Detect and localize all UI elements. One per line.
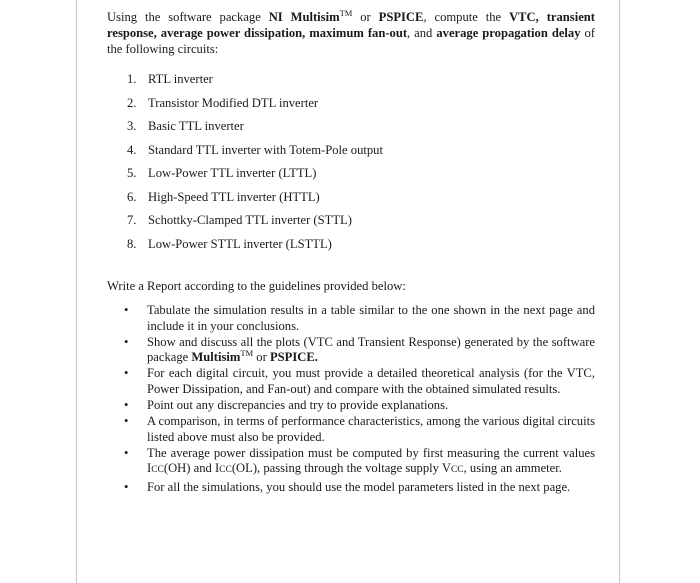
- guideline-text: The average power dissipation must be computed by first measuring the current values I: [147, 445, 595, 476]
- circuit-label: High-Speed TTL inverter (HTTL): [148, 189, 320, 204]
- guideline-text: Tabulate the simulation results in a table similar to the one shown in the next page and include it in your conclusions.: [147, 303, 595, 333]
- circuit-item: [107, 212, 595, 236]
- intro-bold-pspice: PSPICE: [378, 10, 424, 24]
- guideline-text: Show and discuss all the plots (VTC and Transient Response) generated by the software package: [147, 334, 595, 365]
- trademark-superscript: TM: [240, 348, 254, 359]
- guideline-item: [107, 398, 595, 414]
- circuit-number: 5.: [127, 166, 137, 180]
- circuit-number: 4.: [127, 142, 137, 157]
- guideline-text: For each digital circuit, you must provide a detailed theoretical analysis (for the VTC, Power Dissipation, and Fan-out) and compare with the obtained simulated results.: [147, 366, 595, 396]
- guideline-item: [107, 303, 595, 334]
- guideline-list: [107, 303, 595, 495]
- intro-bold-metrics: VTC, transient response, average power dissipation, maximum fan-out: [107, 10, 595, 40]
- circuit-item: [107, 189, 595, 213]
- circuit-label: Standard TTL inverter with Totem-Pole output: [148, 142, 383, 157]
- guideline-text: For all the simulations, you should use the model parameters listed in the next page.: [147, 479, 571, 494]
- circuit-item: [107, 142, 595, 166]
- circuit-number: 6.: [127, 189, 137, 204]
- circuit-item: [107, 165, 595, 189]
- circuit-item: [107, 95, 595, 119]
- intro-text: of the following circuits:: [107, 26, 595, 56]
- intro-text: , and: [407, 26, 437, 40]
- guideline-text: or: [253, 350, 270, 365]
- circuit-number: 3.: [127, 119, 137, 133]
- guideline-item: [107, 414, 595, 445]
- circuit-label: Low-Power STTL inverter (LSTTL): [148, 236, 332, 251]
- guideline-bold-pspice: PSPICE.: [269, 350, 318, 365]
- circuit-list: [107, 71, 595, 259]
- bullet-icon: •: [124, 414, 129, 429]
- bullet-icon: •: [124, 445, 129, 460]
- bullet-icon: •: [124, 366, 129, 381]
- circuit-label: Schottky-Clamped TTL inverter (STTL): [148, 213, 352, 227]
- subscript-cc: CC: [450, 465, 464, 476]
- guideline-text: (OL), passing through the voltage supply V: [231, 461, 451, 476]
- guideline-bold-multisim: Multisim: [191, 350, 241, 365]
- intro-text: , compute the: [423, 10, 510, 24]
- bullet-icon: •: [124, 479, 129, 494]
- guideline-item: [107, 335, 595, 366]
- document-page: [107, 9, 595, 496]
- circuit-number: 8.: [127, 236, 137, 251]
- guideline-text: A comparison, in terms of performance characteristics, among the various digital circuits listed above must also be provided.: [147, 414, 595, 444]
- circuit-item: [107, 71, 595, 95]
- intro-bold-multisim: NI Multisim: [268, 10, 340, 24]
- bullet-icon: •: [124, 334, 129, 349]
- guideline-item: [107, 446, 595, 479]
- intro-text: Using the software package: [107, 10, 269, 24]
- report-heading: Write a Report according to the guidelines provided below:: [107, 279, 406, 293]
- guideline-item: [107, 480, 595, 496]
- subscript-cc: CC: [219, 465, 232, 476]
- guideline-text: (OH) and I: [163, 461, 220, 476]
- guideline-text: Point out any discrepancies and try to provide explanations.: [147, 398, 449, 413]
- intro-bold-delay: average propagation delay: [436, 26, 581, 40]
- circuit-item: [107, 118, 595, 142]
- circuit-label: Low-Power TTL inverter (LTTL): [148, 166, 317, 180]
- circuit-label: Basic TTL inverter: [148, 119, 244, 133]
- intro-text: or: [352, 10, 379, 24]
- circuit-number: 2.: [127, 95, 137, 110]
- circuit-label: RTL inverter: [148, 72, 213, 86]
- page-edge-left: [76, 0, 77, 583]
- bullet-icon: •: [124, 398, 129, 413]
- trademark-superscript: TM: [339, 8, 353, 18]
- subscript-cc: CC: [151, 465, 164, 476]
- guideline-item: [107, 366, 595, 397]
- circuit-number: 1.: [127, 72, 137, 86]
- intro-paragraph: [107, 9, 595, 57]
- circuit-number: 7.: [127, 213, 137, 227]
- circuit-item: [107, 236, 595, 260]
- page-edge-right: [619, 0, 620, 583]
- circuit-label: Transistor Modified DTL inverter: [148, 95, 319, 110]
- guideline-text: , using an ammeter.: [463, 461, 562, 476]
- bullet-icon: •: [124, 303, 129, 317]
